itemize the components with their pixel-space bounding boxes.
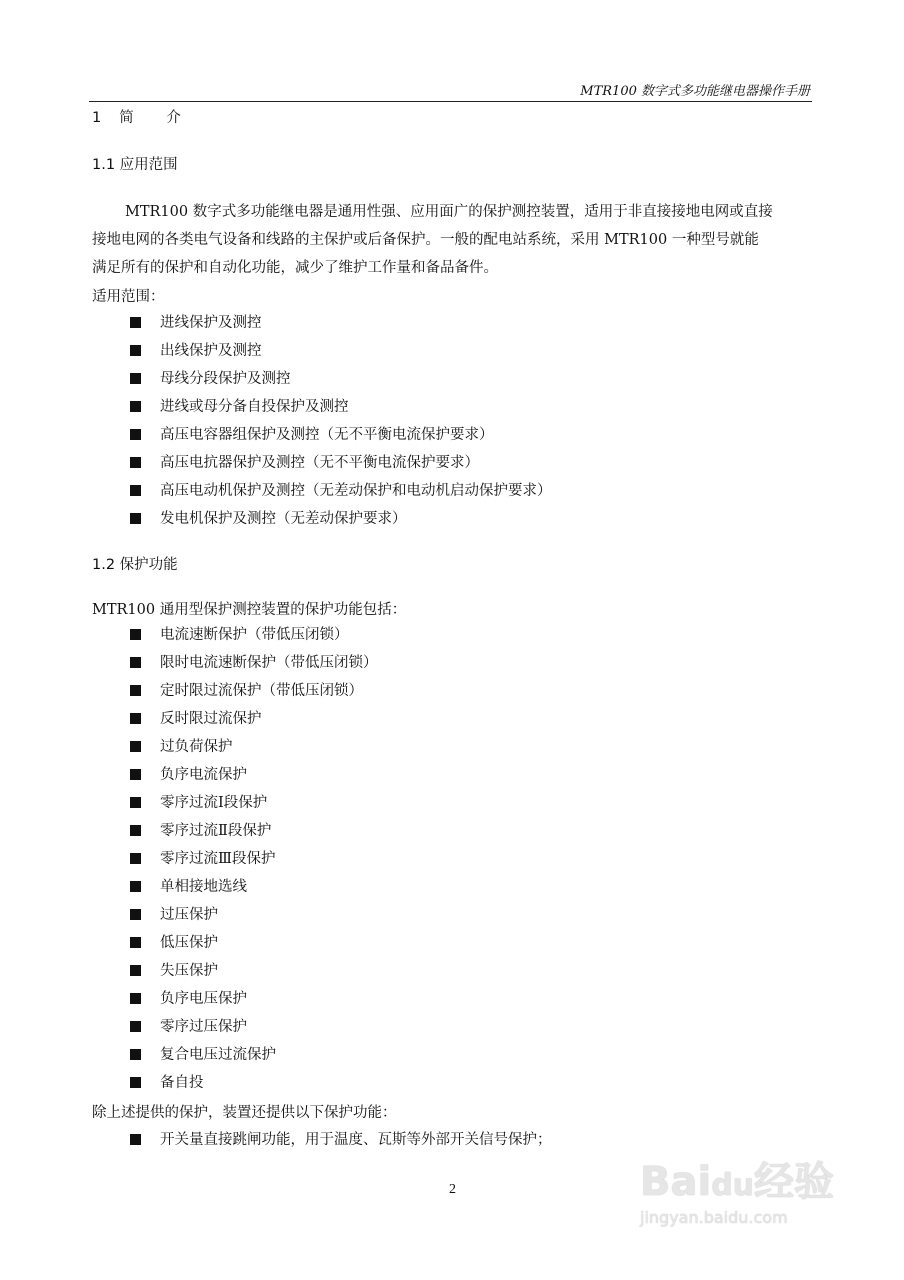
paragraph-line: 满足所有的保护和自动化功能，减少了维护工作量和备品备件。 <box>92 260 498 276</box>
list-item <box>130 621 378 649</box>
list-item-text: 负序电压保护 <box>160 991 247 1007</box>
header-rule <box>89 101 812 102</box>
list-item <box>130 649 378 677</box>
list-item <box>130 733 378 761</box>
square-bullet-icon <box>130 485 141 496</box>
list-item <box>130 365 552 393</box>
intro-paragraph <box>92 198 812 282</box>
list-item <box>130 677 378 705</box>
list-item <box>130 1041 378 1069</box>
list-item-text: 备自投 <box>160 1075 204 1091</box>
list-item-text: 发电机保护及测控（无差动保护要求） <box>160 511 407 527</box>
square-bullet-icon <box>130 1134 141 1145</box>
list-item-text: 零序过流Ⅱ段保护 <box>160 823 272 839</box>
list-item <box>130 337 552 365</box>
list-item-text: 高压电动机保护及测控（无差动保护和电动机启动保护要求） <box>160 483 552 499</box>
square-bullet-icon <box>130 1077 141 1088</box>
square-bullet-icon <box>130 993 141 1004</box>
list-item-text: 电流速断保护（带低压闭锁） <box>160 627 349 643</box>
list-item <box>130 761 378 789</box>
list-item <box>130 1069 378 1097</box>
list-item-text: 反时限过流保护 <box>160 711 262 727</box>
section-1-heading <box>92 106 195 127</box>
list-item-text: 零序过流Ⅲ段保护 <box>160 851 276 867</box>
list-item-text: 负序电流保护 <box>160 767 247 783</box>
list-item <box>130 817 378 845</box>
paragraph-line: MTR100 数字式多功能继电器是通用性强、应用面广的保护测控装置，适用于非直接接地电网或直接 <box>125 204 773 220</box>
list-item <box>130 929 378 957</box>
list-item-text: 限时电流速断保护（带低压闭锁） <box>160 655 378 671</box>
list-item-text: 高压电容器组保护及测控（无不平衡电流保护要求） <box>160 427 494 443</box>
square-bullet-icon <box>130 1049 141 1060</box>
square-bullet-icon <box>130 741 141 752</box>
square-bullet-icon <box>130 685 141 696</box>
square-bullet-icon <box>130 937 141 948</box>
square-bullet-icon <box>130 657 141 668</box>
list-item-text: 进线保护及测控 <box>160 315 262 331</box>
list-item <box>130 1013 378 1041</box>
list-item <box>130 421 552 449</box>
square-bullet-icon <box>130 373 141 384</box>
list-item-text: 进线或母分备自投保护及测控 <box>160 399 349 415</box>
square-bullet-icon <box>130 881 141 892</box>
list-item-text: 开关量直接跳闸功能，用于温度、瓦斯等外部开关信号保护； <box>160 1132 552 1148</box>
list-item <box>130 985 378 1013</box>
list-item <box>130 789 378 817</box>
list-item-text: 失压保护 <box>160 963 218 979</box>
list-item-text: 过压保护 <box>160 907 218 923</box>
list-item <box>130 393 552 421</box>
square-bullet-icon <box>130 769 141 780</box>
list-item-text: 过负荷保护 <box>160 739 233 755</box>
square-bullet-icon <box>130 713 141 724</box>
square-bullet-icon <box>130 797 141 808</box>
scope-list <box>130 309 552 533</box>
list-item-text: 低压保护 <box>160 935 218 951</box>
square-bullet-icon <box>130 317 141 328</box>
section-number: 1 <box>92 110 102 126</box>
list-item-text: 出线保护及测控 <box>160 343 262 359</box>
list-item <box>130 309 552 337</box>
list-item-text: 复合电压过流保护 <box>160 1047 276 1063</box>
extra-intro: 除上述提供的保护，装置还提供以下保护功能： <box>92 1105 397 1121</box>
square-bullet-icon <box>130 513 141 524</box>
list-item-text: 零序过压保护 <box>160 1019 247 1035</box>
protection-list <box>130 621 378 1097</box>
square-bullet-icon <box>130 401 141 412</box>
list-item <box>130 449 552 477</box>
list-item-text: 单相接地选线 <box>160 879 247 895</box>
square-bullet-icon <box>130 965 141 976</box>
square-bullet-icon <box>130 909 141 920</box>
square-bullet-icon <box>130 1021 141 1032</box>
list-item <box>130 705 378 733</box>
square-bullet-icon <box>130 345 141 356</box>
paragraph-line: 接地电网的各类电气设备和线路的主保护或后备保护。一般的配电站系统，采用 MTR100 一种型号就能 <box>92 232 759 248</box>
list-item <box>130 901 378 929</box>
list-item-text: 零序过流Ⅰ段保护 <box>160 795 268 811</box>
square-bullet-icon <box>130 853 141 864</box>
square-bullet-icon <box>130 825 141 836</box>
list-item <box>130 1126 552 1154</box>
baidu-watermark: Baidu经验 jingyan.baidu.com <box>640 1159 835 1227</box>
list-item <box>130 477 552 505</box>
extra-list <box>130 1126 552 1154</box>
square-bullet-icon <box>130 457 141 468</box>
running-header: MTR100 数字式多功能继电器操作手册 <box>580 84 810 99</box>
list-item <box>130 505 552 533</box>
section-1-1-heading: 1.1 应用范围 <box>92 157 178 173</box>
section-1-2-heading: 1.2 保护功能 <box>92 557 178 573</box>
square-bullet-icon <box>130 629 141 640</box>
scope-label: 适用范围： <box>92 289 165 305</box>
list-item <box>130 957 378 985</box>
list-item-text: 高压电抗器保护及测控（无不平衡电流保护要求） <box>160 455 479 471</box>
list-item <box>130 873 378 901</box>
protection-intro: MTR100 通用型保护测控装置的保护功能包括： <box>92 602 407 618</box>
section-title: 简 介 <box>119 110 195 126</box>
list-item-text: 母线分段保护及测控 <box>160 371 291 387</box>
list-item <box>130 845 378 873</box>
list-item-text: 定时限过流保护（带低压闭锁） <box>160 683 363 699</box>
page-number: 2 <box>449 1182 456 1197</box>
square-bullet-icon <box>130 429 141 440</box>
